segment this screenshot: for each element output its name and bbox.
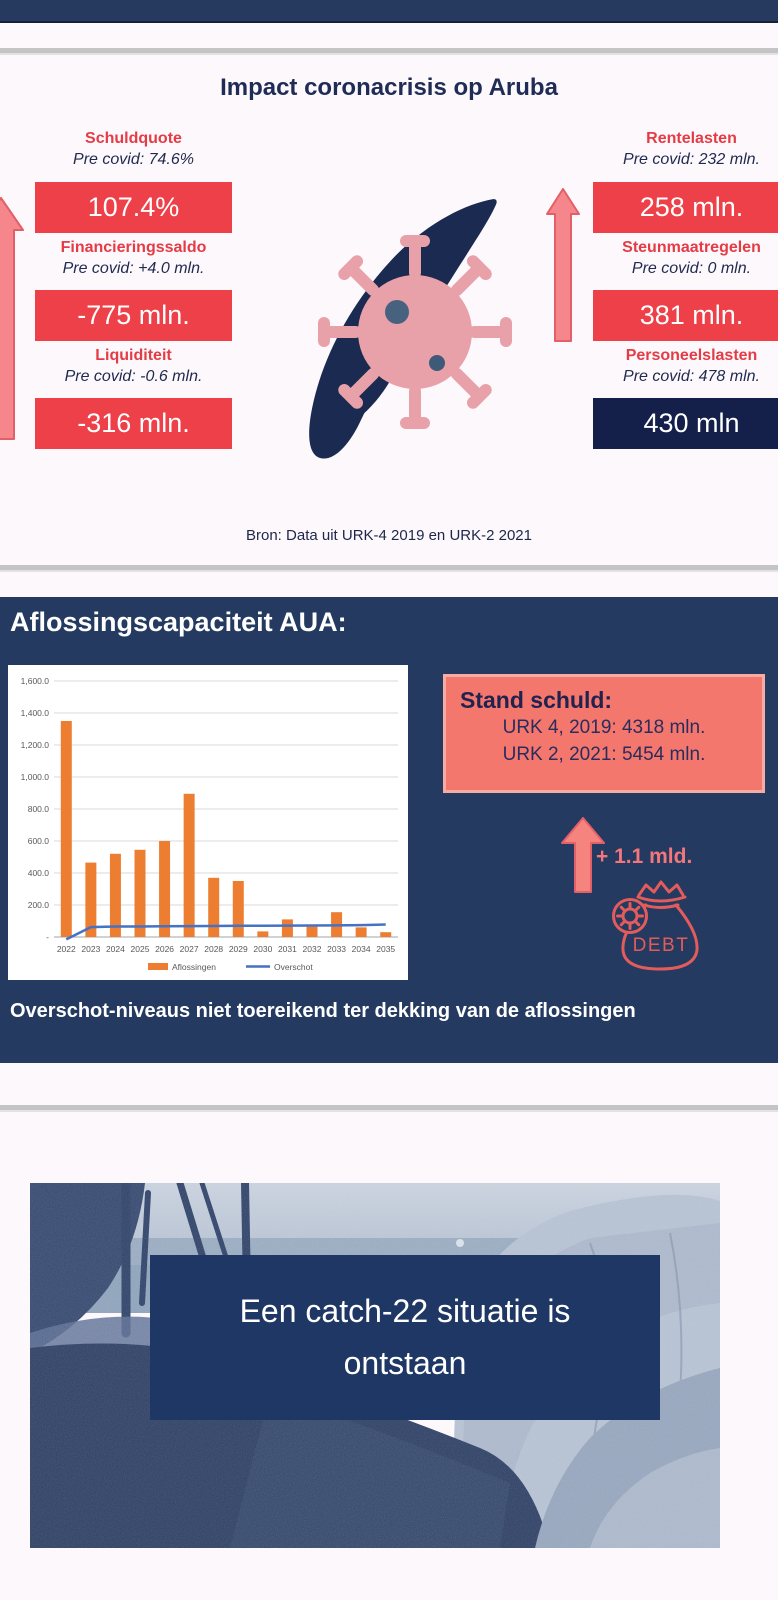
svg-text:2035: 2035 xyxy=(376,944,396,954)
svg-text:2029: 2029 xyxy=(228,944,248,954)
svg-text:2033: 2033 xyxy=(327,944,347,954)
stand-schuld-line: URK 2, 2021: 5454 mln. xyxy=(502,744,706,765)
stand-schuld-line: URK 4, 2019: 4318 mln. xyxy=(502,717,706,738)
svg-text:2031: 2031 xyxy=(277,944,297,954)
slide2-heading: Aflossingscapaciteit AUA: xyxy=(10,607,347,637)
aruba-landscape-photo xyxy=(30,1183,720,1548)
stat-value: -775 mln. xyxy=(77,300,190,330)
stat-value-box xyxy=(35,182,232,233)
stat-value: -316 mln. xyxy=(77,408,190,438)
stat-precovid: Pre covid: +4.0 mln. xyxy=(62,260,205,277)
svg-text:800.0: 800.0 xyxy=(27,804,49,814)
slide2-footer: Overschot-niveaus niet toereikend ter dekking van de aflossingen xyxy=(10,1000,636,1022)
svg-text:2024: 2024 xyxy=(105,944,125,954)
stat-value-box xyxy=(593,290,778,341)
svg-text:2026: 2026 xyxy=(155,944,175,954)
debt-increase-label: + 1.1 mld. xyxy=(596,845,693,868)
aflossingen-overschot-chart xyxy=(8,665,408,980)
top-navy-bar xyxy=(0,0,778,23)
svg-text:200.0: 200.0 xyxy=(27,900,49,910)
left-increase-arrow-icon xyxy=(0,197,24,440)
stat-value: 107.4% xyxy=(87,192,180,222)
svg-text:600.0: 600.0 xyxy=(27,836,49,846)
stat-value: 258 mln. xyxy=(639,192,744,222)
stat-value-box xyxy=(593,182,778,233)
stat-label: Liquiditeit xyxy=(95,347,172,364)
stat-precovid: Pre covid: 232 mln. xyxy=(623,151,760,168)
svg-text:Aflossingen: Aflossingen xyxy=(172,962,216,972)
stat-label: Personeelslasten xyxy=(625,347,758,364)
stand-schuld-title: Stand schuld: xyxy=(460,687,613,713)
svg-text:-: - xyxy=(46,932,49,942)
svg-text:2034: 2034 xyxy=(351,944,371,954)
svg-text:2032: 2032 xyxy=(302,944,322,954)
stat-value-box xyxy=(35,398,232,449)
stand-schuld-box xyxy=(443,674,765,793)
svg-text:1,400.0: 1,400.0 xyxy=(20,708,49,718)
debt-bag-label: DEBT xyxy=(632,935,690,956)
svg-text:1,600.0: 1,600.0 xyxy=(20,676,49,686)
svg-text:2025: 2025 xyxy=(130,944,150,954)
section-divider xyxy=(0,48,778,55)
stat-value-box xyxy=(35,290,232,341)
stat-label: Steunmaatregelen xyxy=(622,239,761,256)
chart-panel xyxy=(8,665,408,980)
stat-label: Financieringssaldo xyxy=(60,239,207,256)
stat-precovid: Pre covid: 0 mln. xyxy=(631,260,752,277)
svg-text:2030: 2030 xyxy=(253,944,273,954)
stat-precovid: Pre covid: -0.6 mln. xyxy=(64,368,203,385)
section-divider xyxy=(0,1105,778,1112)
section-divider xyxy=(0,565,778,572)
svg-text:2022: 2022 xyxy=(56,944,76,954)
right-increase-arrow-icon xyxy=(546,188,580,342)
svg-text:2028: 2028 xyxy=(204,944,224,954)
stat-precovid: Pre covid: 478 mln. xyxy=(623,368,760,385)
stat-value: 381 mln. xyxy=(639,300,744,330)
svg-text:1,000.0: 1,000.0 xyxy=(20,772,49,782)
svg-text:Overschot: Overschot xyxy=(274,962,313,972)
slide1-title: Impact coronacrisis op Aruba xyxy=(220,74,558,101)
svg-text:400.0: 400.0 xyxy=(27,868,49,878)
stat-precovid: Pre covid: 74.6% xyxy=(73,151,194,168)
stat-value: 430 mln xyxy=(643,408,740,438)
coronavirus-icon xyxy=(318,235,512,429)
stat-label: Rentelasten xyxy=(646,130,737,147)
source-note: Bron: Data uit URK-4 2019 en URK-2 2021 xyxy=(246,527,532,544)
stat-value-box-navy xyxy=(593,398,778,449)
svg-text:2023: 2023 xyxy=(81,944,101,954)
stat-label: Schuldquote xyxy=(85,130,182,147)
caption-line: ontstaan xyxy=(343,1344,467,1381)
caption-line: Een catch-22 situatie is xyxy=(239,1292,571,1329)
svg-text:1,200.0: 1,200.0 xyxy=(20,740,49,750)
svg-text:2027: 2027 xyxy=(179,944,199,954)
aruba-island-virus-graphic xyxy=(245,172,545,472)
debt-moneybag-icon xyxy=(608,878,708,973)
caption-box xyxy=(150,1255,660,1420)
